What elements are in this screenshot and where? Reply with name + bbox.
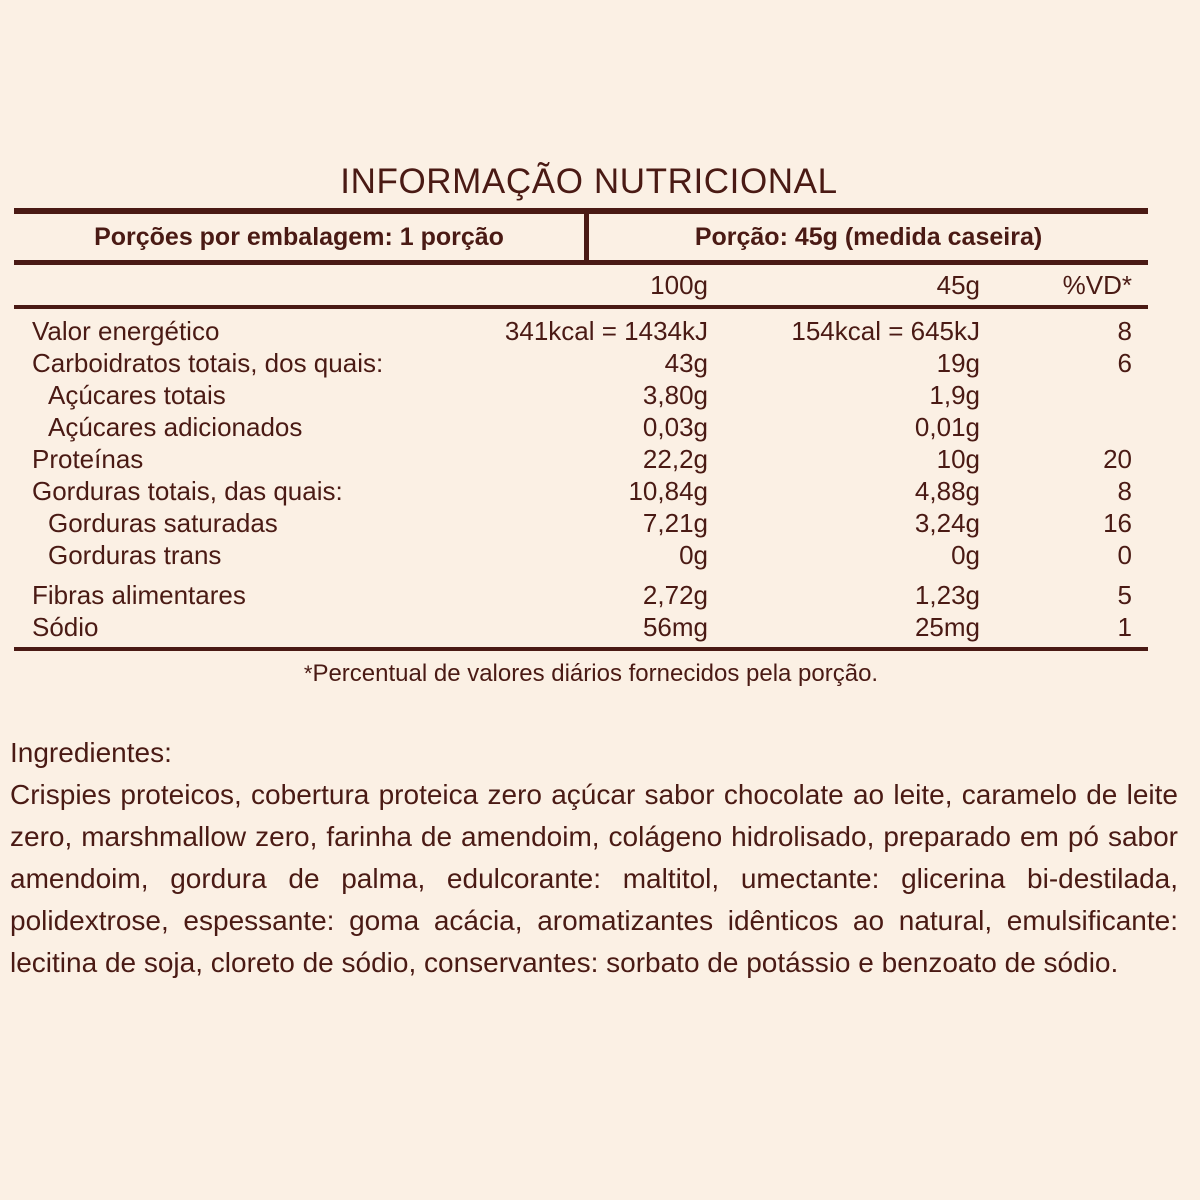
nutrient-row — [14, 315, 1148, 347]
nutrient-row — [14, 611, 1148, 643]
nutrient-name: Açúcares totais — [48, 380, 226, 410]
serving-info-row — [14, 214, 1148, 260]
nutrient-name: Proteínas — [32, 444, 144, 474]
nutrient-name: Gorduras saturadas — [48, 508, 278, 538]
nutrient-value-100g: 2,72g — [642, 580, 708, 610]
nutrient-value-serving: 3,24g — [914, 508, 980, 538]
nutrient-row — [14, 347, 1148, 379]
nutrient-name: Gorduras totais, das quais: — [32, 476, 343, 506]
nutrient-name: Valor energético — [32, 316, 220, 346]
nutrient-row — [14, 411, 1148, 443]
ingredients-heading: Ingredientes: — [10, 737, 172, 768]
nutrient-row-list — [14, 309, 1148, 647]
nutrient-percent-dv: 16 — [1103, 508, 1132, 538]
nutrient-value-100g: 341kcal = 1434kJ — [504, 316, 708, 346]
footnote-asterisk: * — [303, 661, 313, 686]
nutrient-name: Fibras alimentares — [32, 580, 246, 610]
nutrient-row — [14, 507, 1148, 539]
serving-size: Porção: 45g (medida caseira) — [694, 223, 1043, 251]
ingredients-section — [10, 732, 1178, 984]
nutrient-row — [14, 539, 1148, 571]
footnote — [14, 651, 1148, 689]
nutrient-value-serving: 19g — [936, 348, 980, 378]
nutrient-row — [14, 379, 1148, 411]
nutrient-percent-dv: 20 — [1103, 444, 1132, 474]
nutrient-value-serving: 154kcal = 645kJ — [791, 316, 980, 346]
nutrient-percent-dv: 5 — [1117, 580, 1132, 610]
nutrient-value-serving: 1,23g — [914, 580, 980, 610]
nutrient-value-100g: 43g — [664, 348, 708, 378]
nutrient-value-100g: 0,03g — [642, 412, 708, 442]
nutrient-percent-dv: 1 — [1117, 612, 1132, 642]
ingredients-text: Crispies proteicos, cobertura proteica zero açúcar sabor chocolate ao leite, caramelo de leite zero, marshmallow zero, farinha de amendoim, colágeno hidrolisado, preparado em pó sabor amendoim, gordura de palma, edulcorante: maltitol, umectante: glicerina bi-destilada, polidextrose, espessante: goma acácia, aromatizantes idênticos ao natural, emulsificante: lecitina de soja, cloreto de sódio, conservantes: sorbato de potássio e benzoato de sódio. — [10, 779, 1178, 978]
nutrient-value-100g: 56mg — [642, 612, 708, 642]
nutrient-value-serving: 25mg — [914, 612, 980, 642]
column-header-percent-dv: %VD* — [1062, 269, 1132, 300]
nutrient-row — [14, 443, 1148, 475]
nutrient-name: Gorduras trans — [48, 540, 222, 570]
nutrient-value-100g: 22,2g — [642, 444, 708, 474]
nutrient-row — [14, 475, 1148, 507]
nutrient-value-serving: 4,88g — [914, 476, 980, 506]
nutrient-name: Açúcares adicionados — [48, 412, 303, 442]
column-header-serving: 45g — [936, 269, 980, 300]
nutrient-name: Carboidratos totais, dos quais: — [32, 348, 384, 378]
footnote-text: Percentual de valores diários fornecidos pela porção. — [312, 660, 879, 687]
nutrient-name: Sódio — [32, 612, 99, 642]
nutrition-facts-panel — [14, 160, 1148, 689]
nutrient-value-100g: 0g — [679, 540, 708, 570]
column-header-100g: 100g — [650, 269, 708, 300]
nutrient-value-serving: 0g — [951, 540, 980, 570]
nutrient-value-serving: 10g — [936, 444, 980, 474]
nutrient-percent-dv: 0 — [1117, 540, 1132, 570]
page-title: INFORMAÇÃO NUTRICIONAL — [340, 162, 838, 201]
nutrient-value-100g: 7,21g — [642, 508, 708, 538]
column-header-row — [14, 265, 1148, 305]
nutrient-value-serving: 1,9g — [929, 380, 980, 410]
nutrient-value-100g: 10,84g — [628, 476, 708, 506]
nutrient-percent-dv: 8 — [1117, 476, 1132, 506]
nutrient-value-serving: 0,01g — [914, 412, 980, 442]
nutrient-percent-dv: 6 — [1117, 348, 1132, 378]
nutrient-percent-dv: 8 — [1117, 316, 1132, 346]
servings-per-package: Porções por embalagem: 1 porção — [94, 223, 504, 251]
nutrient-row — [14, 579, 1148, 611]
nutrient-value-100g: 3,80g — [642, 380, 708, 410]
